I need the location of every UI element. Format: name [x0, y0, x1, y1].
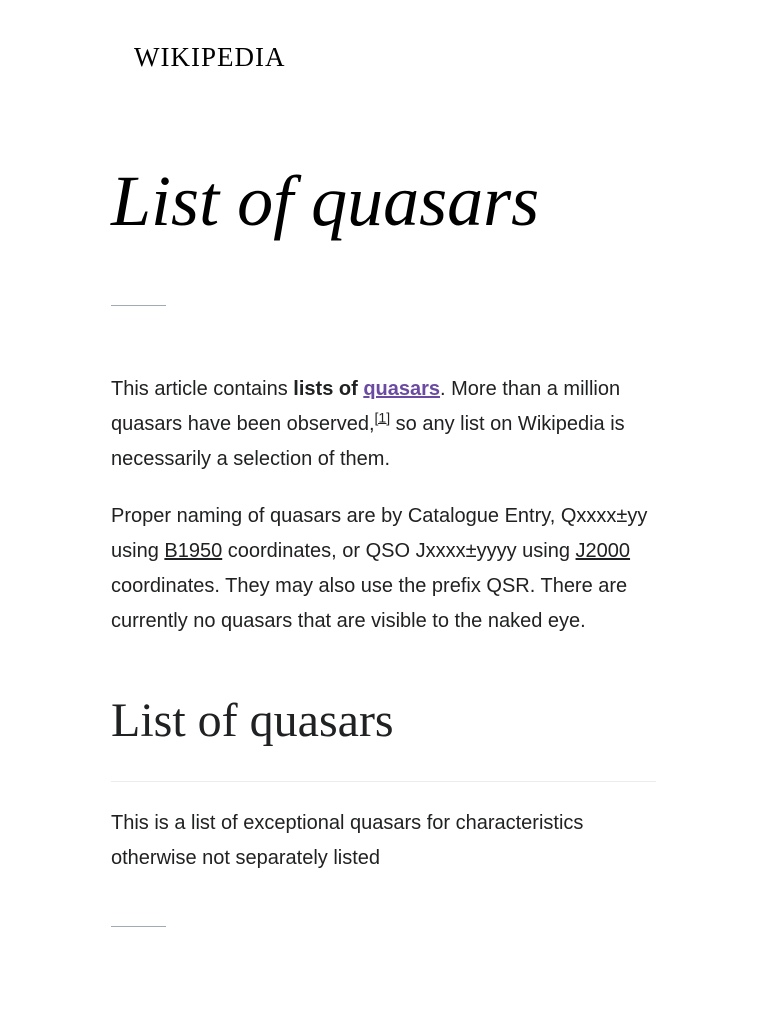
intro-paragraph-2 [111, 499, 671, 639]
intro-text-continued: . More than a million quasars have been observed, [111, 378, 621, 435]
intro-bold-text: lists of [293, 378, 358, 400]
naming-text-continued: coordinates, or QSO Jxxxx±yyyy using [222, 540, 576, 562]
page-title: List of quasars [111, 161, 540, 241]
naming-text: Proper naming of quasars are by Catalogue Entry, Qxxxx±yy using [111, 505, 648, 562]
section-body [111, 806, 651, 876]
section-divider [111, 781, 656, 782]
intro-text-end: so any list on Wikipedia is necessarily a selection of them. [111, 413, 625, 470]
b1950-link[interactable]: B1950 [164, 540, 223, 562]
reference-1-link[interactable]: [1] [374, 409, 391, 426]
bottom-divider [111, 926, 166, 927]
section-heading: List of quasars [111, 694, 394, 747]
section-paragraph: This is a list of exceptional quasars for characteristics otherwise not separately listed [111, 812, 584, 869]
title-divider [111, 305, 166, 306]
intro-text: This article contains [111, 378, 294, 400]
j2000-link[interactable]: J2000 [575, 540, 631, 562]
naming-text-end: coordinates. They may also use the prefix QSR. There are currently no quasars that are visible to the naked eye. [111, 575, 628, 632]
wikipedia-wordmark[interactable]: WIKIPEDIA [134, 42, 286, 72]
intro-paragraph-1 [111, 372, 671, 477]
quasars-link[interactable]: quasars [363, 378, 441, 400]
article-intro [111, 372, 671, 639]
